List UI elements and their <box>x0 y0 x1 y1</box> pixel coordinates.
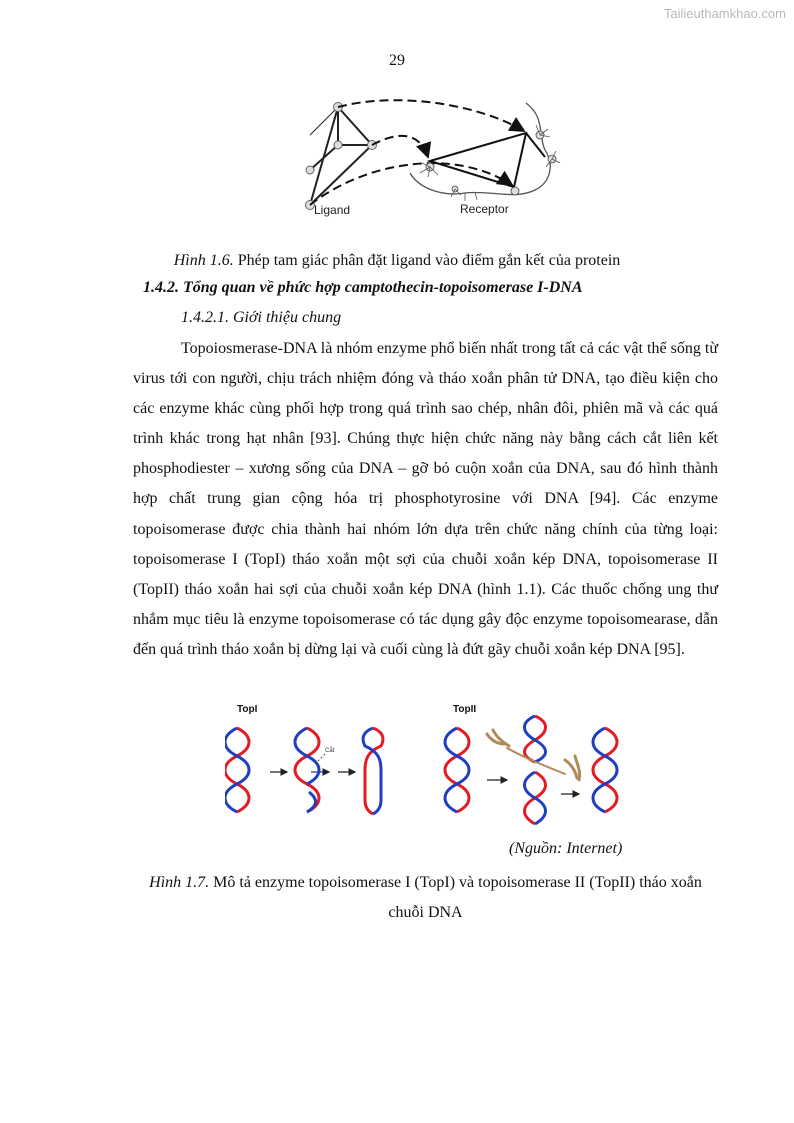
receptor-label: Receptor <box>460 202 509 216</box>
cut-label: Cắt <box>325 748 335 754</box>
topII-label: TopII <box>453 704 477 715</box>
matching-arrows <box>310 100 524 205</box>
ligand-label: Ligand <box>314 203 351 217</box>
dna-helix <box>593 728 617 812</box>
topoisomerase-diagram <box>225 700 645 830</box>
ligand-atoms <box>306 103 377 210</box>
cut-arrow-icon <box>317 754 325 762</box>
dna-helix-crossing <box>525 716 546 824</box>
subsection-heading: 1.4.2.1. Giới thiệu chung <box>181 309 342 326</box>
section-heading: 1.4.2. Tổng quan về phức hợp camptothecin-topoisomerase I-DNA <box>143 279 583 296</box>
caption-text: Mô tả enzyme topoisomerase I (TopI) và topoisomerase II (TopII) tháo xoắn chuỗi DNA <box>209 874 702 921</box>
page-number: 29 <box>389 52 405 69</box>
caption-lead: Hình 1.7. <box>149 874 210 891</box>
dna-helix-cut <box>295 728 319 812</box>
dna-relaxed <box>363 728 383 814</box>
receptor-triangle <box>430 133 545 187</box>
body-paragraph: Topoiosmerase-DNA là nhóm enzyme phổ biến nhất trong tất cả các vật thể sống từ virus tới con người, chịu trách nhiệm đóng và tháo xoắn phân tử DNA, tạo điều kiện cho các enzyme khác cùng phối hợp trong quá trình sao chép, nhân đôi, phiên mã và các quá trình khác trong hạt nhân [93]. Chúng thực hiện chức năng này bằng cách cắt liên kết phosphodiester – xương sống của DNA – gỡ bỏ cuộn xoắn của DNA, sau đó hình thành hợp chất trung gian cộng hóa trị phosphotyrosine với DNA [94]. Các enzyme topoisomerase được chia thành hai nhóm lớn dựa trên chức năng chính của từng loại: topoisomerase I (TopI) tháo xoắn một sợi của chuỗi xoắn kép DNA, topoisomerase II (TopII) tháo xoắn hai sợi của chuỗi xoắn kép DNA (hình 1.1). Các thuốc chống ung thư nhắm mục tiêu là enzyme topoisomerase có tác dụng gây độc enzyme topoisomearase, dẫn đến quá trình tháo xoắn bị dừng lại và cuối cùng là đứt gãy chuỗi xoắn kép DNA [95]. <box>133 340 718 658</box>
figure-1-7-caption <box>133 868 718 928</box>
dna-helix <box>445 728 469 812</box>
figure-1-6-caption <box>0 248 794 274</box>
figure-source: (Nguồn: Internet) <box>509 840 623 857</box>
ligand-triangle <box>310 107 372 205</box>
caption-lead: Hình 1.6. <box>173 252 234 269</box>
topI-label: TopI <box>237 704 258 715</box>
ligand-triangulation-diagram <box>300 95 570 235</box>
receptor-surface <box>410 103 550 195</box>
dna-helix <box>225 728 249 812</box>
caption-text: Phép tam giác phân đặt ligand vào điểm gắn kết của protein <box>233 252 621 269</box>
watermark: Tailieuthamkhao.com <box>663 6 786 21</box>
